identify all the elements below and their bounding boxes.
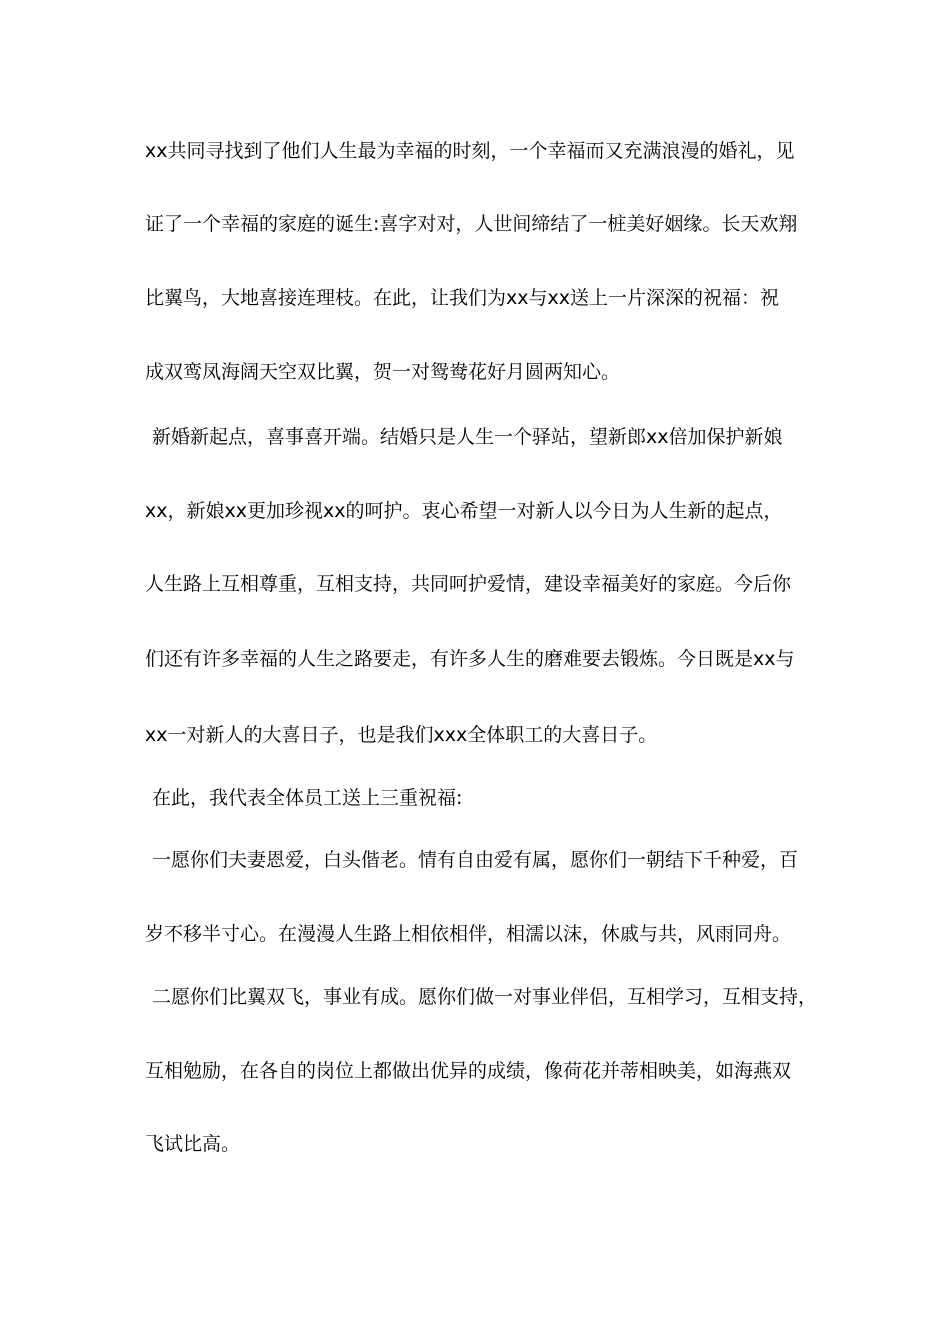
text-line: xx共同寻找到了他们人生最为幸福的时刻，一个幸福而又充满浪漫的婚礼，见 (145, 140, 795, 162)
text-line: 飞试比高。 (145, 1133, 241, 1155)
text-line: 岁不移半寸心。在漫漫人生路上相依相伴，相濡以沫，休戚与共，风雨同舟。 (145, 923, 792, 945)
text-line: 人生路上互相尊重，互相支持，共同呵护爱情，建设幸福美好的家庭。今后你 (145, 573, 792, 595)
text-line: 互相勉励，在各自的岗位上都做出优异的成绩，像荷花并蒂相映美，如海燕双 (145, 1060, 792, 1082)
text-line: 证了一个幸福的家庭的诞生:喜字对对，人世间缔结了一桩美好姻缘。长天欢翔 (145, 213, 798, 235)
paragraph-start-line: 在此，我代表全体员工送上三重祝福: (152, 787, 463, 809)
text-line: 们还有许多幸福的人生之路要走，有许多人生的磨难要去锻炼。今日既是xx与 (145, 648, 795, 670)
text-line: xx一对新人的大喜日子，也是我们xxx全体职工的大喜日子。 (145, 724, 658, 746)
paragraph-start-line: 新婚新起点，喜事喜开端。结婚只是人生一个驿站，望新郎xx倍加保护新娘 (152, 426, 783, 448)
text-line: xx，新娘xx更加珍视xx的呵护。衷心希望一对新人以今日为人生新的起点， (145, 500, 783, 522)
paragraph-start-line: 二愿你们比翼双飞，事业有成。愿你们做一对事业伴侣，互相学习，互相支持， (152, 986, 818, 1008)
paragraph-start-line: 一愿你们夫妻恩爱，白头偕老。情有自由爱有属，愿你们一朝结下千种爱，百 (152, 849, 799, 871)
text-line: 成双鸾凤海阔天空双比翼，贺一对鸳鸯花好月圆两知心。 (145, 361, 621, 383)
text-line: 比翼鸟，大地喜接连理枝。在此，让我们为xx与xx送上一片深深的祝福：祝 (145, 287, 779, 309)
